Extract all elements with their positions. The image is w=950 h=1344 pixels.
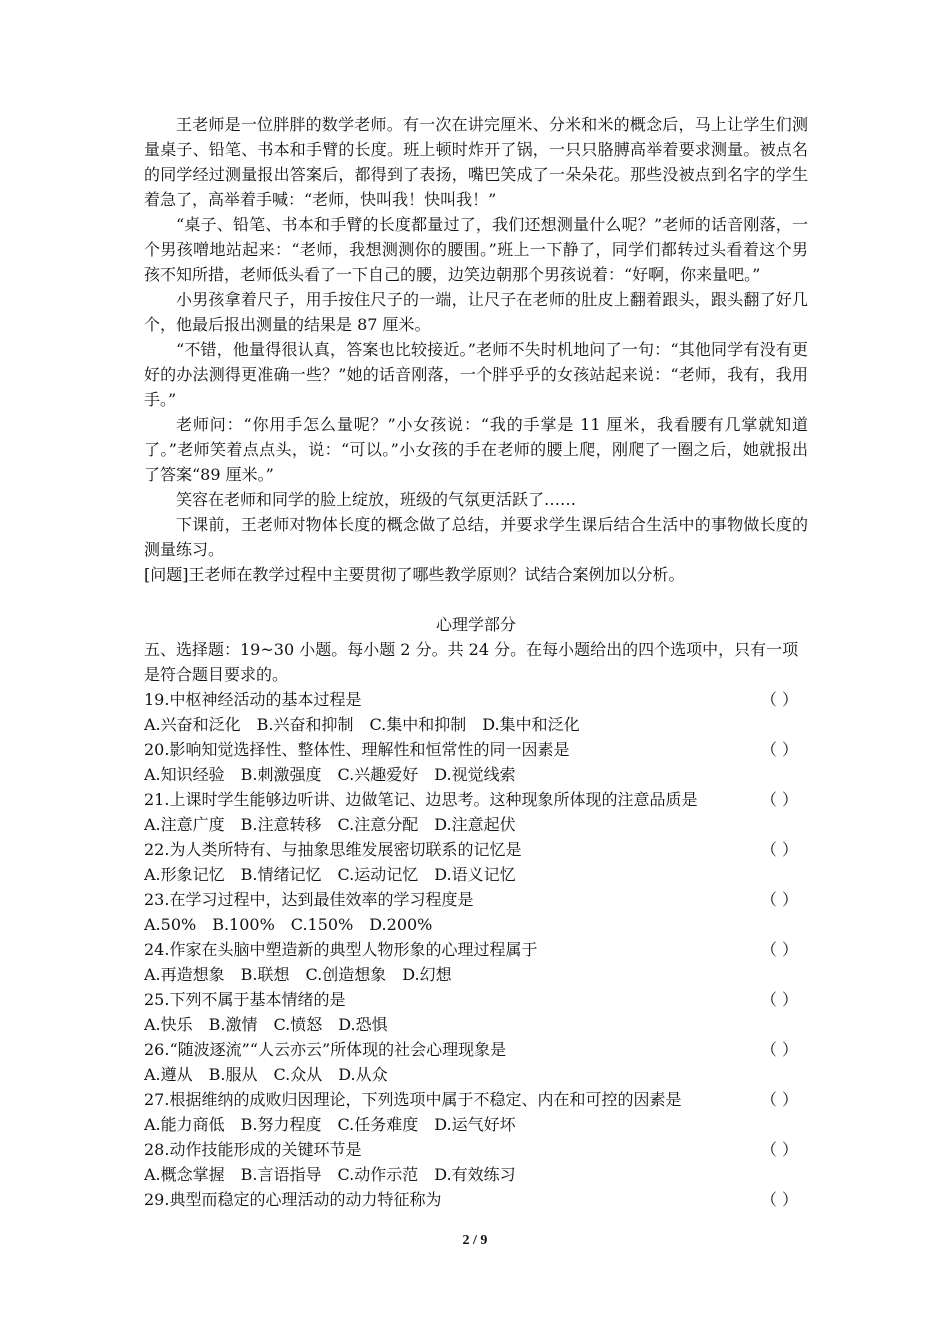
case-question: [问题]王老师在教学过程中主要贯彻了哪些教学原则？试结合案例加以分析。 [144, 565, 685, 584]
question-stem: 23.在学习过程中，达到最佳效率的学习程度是 [144, 890, 474, 909]
answer-paren: （ ） [760, 740, 798, 759]
answer-paren: （ ） [760, 1090, 798, 1109]
section-title: 心理学部分 [435, 615, 516, 634]
question-21 [144, 787, 808, 837]
answer-paren: （ ） [760, 940, 798, 959]
question-options: A.知识经验 B.刺激强度 C.兴趣爱好 D.视觉线索 [144, 765, 516, 784]
answer-paren: （ ） [760, 1190, 798, 1209]
page-number: 2 / 9 [462, 1233, 488, 1248]
question-list [144, 687, 808, 1212]
question-options: A.形象记忆 B.情绪记忆 C.运动记忆 D.语义记忆 [144, 865, 516, 884]
case-paragraph-7: 下课前，王老师对物体长度的概念做了总结，并要求学生课后结合生活中的事物做长度的测量练习。 [144, 515, 808, 559]
question-28 [144, 1137, 808, 1187]
case-paragraph-4: “不错，他量得很认真，答案也比较接近。”老师不失时机地问了一句：“其他同学有没有更好的办法测得更准确一些？”她的话音刚落，一个胖乎乎的女孩站起来说：“老师，我有，我用手。” [144, 340, 808, 409]
question-options: A.概念掌握 B.言语指导 C.动作示范 D.有效练习 [144, 1165, 516, 1184]
question-26 [144, 1037, 808, 1087]
case-study [144, 112, 808, 587]
question-options: A.50% B.100% C.150% D.200% [144, 915, 433, 934]
question-24 [144, 937, 808, 987]
question-stem: 21.上课时学生能够边听讲、边做笔记、边思考。这种现象所体现的注意品质是 [144, 790, 698, 809]
question-23 [144, 887, 808, 937]
question-19 [144, 687, 808, 737]
answer-paren: （ ） [760, 840, 798, 859]
section-instructions: 五、选择题：19~30 小题。每小题 2 分。共 24 分。在每小题给出的四个选项中，只有一项是符合题目要求的。 [144, 640, 799, 684]
question-options: A.再造想象 B.联想 C.创造想象 D.幻想 [144, 965, 452, 984]
question-stem: 19.中枢神经活动的基本过程是 [144, 690, 362, 709]
answer-paren: （ ） [760, 890, 798, 909]
answer-paren: （ ） [760, 990, 798, 1009]
question-27 [144, 1087, 808, 1137]
question-25 [144, 987, 808, 1037]
question-stem: 28.动作技能形成的关键环节是 [144, 1140, 362, 1159]
question-stem: 25.下列不属于基本情绪的是 [144, 990, 346, 1009]
answer-paren: （ ） [760, 1140, 798, 1159]
question-stem: 20.影响知觉选择性、整体性、理解性和恒常性的同一因素是 [144, 740, 570, 759]
answer-paren: （ ） [760, 690, 798, 709]
question-options: A.遵从 B.服从 C.众从 D.从众 [144, 1065, 388, 1084]
question-stem: 29.典型而稳定的心理活动的动力特征称为 [144, 1190, 442, 1209]
question-options: A.快乐 B.激情 C.愤怒 D.恐惧 [144, 1015, 388, 1034]
question-stem: 22.为人类所特有、与抽象思维发展密切联系的记忆是 [144, 840, 522, 859]
case-paragraph-1: 王老师是一位胖胖的数学老师。有一次在讲完厘米、分米和米的概念后，马上让学生们测量桌子、铅笔、书本和手臂的长度。班上顿时炸开了锅，一只只胳膊高举着要求测量。被点名的同学经过测量报出答案后，都得到了表扬，嘴巴笑成了一朵朵花。那些没被点到名字的学生着急了，高举着手喊：“老师，快叫我！快叫我！” [144, 115, 808, 209]
question-options: A.能力商低 B.努力程度 C.任务难度 D.运气好坏 [144, 1115, 516, 1134]
document-page [144, 112, 808, 1212]
question-stem: 26.“随波逐流”“人云亦云”所体现的社会心理现象是 [144, 1040, 507, 1059]
question-29 [144, 1187, 808, 1212]
answer-paren: （ ） [760, 1040, 798, 1059]
case-paragraph-2: “桌子、铅笔、书本和手臂的长度都量过了，我们还想测量什么呢？”老师的话音刚落，一个男孩噌地站起来：“老师，我想测测你的腰围。”班上一下静了，同学们都转过头看着这个男孩不知所措，老师低头看了一下自己的腰，边笑边朝那个男孩说着：“好啊，你来量吧。” [144, 215, 808, 284]
question-stem: 27.根据维纳的成败归因理论，下列选项中属于不稳定、内在和可控的因素是 [144, 1090, 682, 1109]
question-options: A.兴奋和泛化 B.兴奋和抑制 C.集中和抑制 D.集中和泛化 [144, 715, 580, 734]
case-paragraph-5: 老师问：“你用手怎么量呢？”小女孩说：“我的手掌是 11 厘米，我看腰有几掌就知道了。”老师笑着点点头，说：“可以。”小女孩的手在老师的腰上爬，刚爬了一圈之后，她就报出了答案“89 厘米。” [144, 415, 808, 484]
question-stem: 24.作家在头脑中塑造新的典型人物形象的心理过程属于 [144, 940, 538, 959]
case-paragraph-3: 小男孩拿着尺子，用手按住尺子的一端，让尺子在老师的肚皮上翻着跟头，跟头翻了好几个，他最后报出测量的结果是 87 厘米。 [144, 290, 808, 334]
question-20 [144, 737, 808, 787]
case-paragraph-6: 笑容在老师和同学的脸上绽放，班级的气氛更活跃了…… [176, 490, 577, 509]
answer-paren: （ ） [760, 790, 798, 809]
question-options: A.注意广度 B.注意转移 C.注意分配 D.注意起伏 [144, 815, 516, 834]
question-22 [144, 837, 808, 887]
